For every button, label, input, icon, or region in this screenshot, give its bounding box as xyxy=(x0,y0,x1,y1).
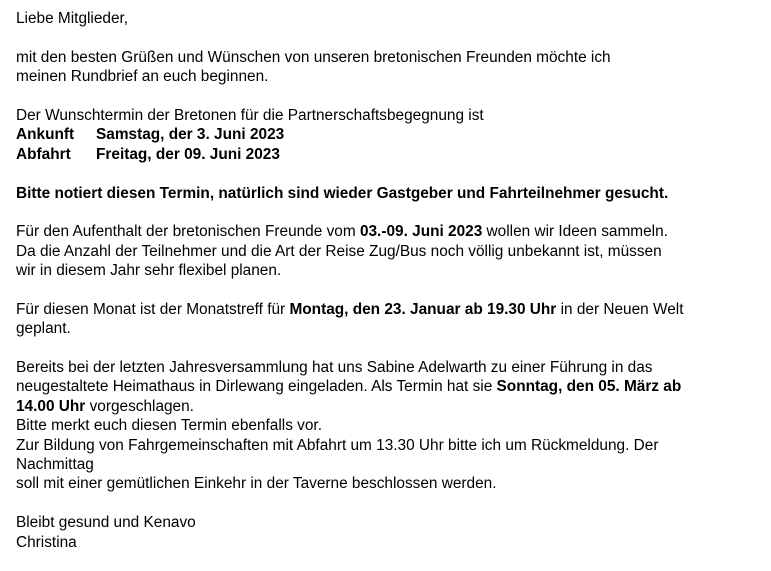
stay-line-3: wir in diesem Jahr sehr flexibel planen. xyxy=(16,262,282,280)
heimathaus-line-7: soll mit einer gemütlichen Einkehr in der Taverne beschlossen werden. xyxy=(16,475,497,493)
paragraph-spacer xyxy=(16,164,761,183)
monthly-line-1-pre: Für diesen Monat ist der Monatstreff für xyxy=(16,300,290,318)
paragraph-spacer xyxy=(16,203,761,222)
stay-line-1-post: wollen wir Ideen sammeln. xyxy=(482,223,668,241)
stay-dates: 03.-09. Juni 2023 xyxy=(359,223,483,241)
departure-label: Abfahrt xyxy=(16,145,71,163)
departure-row xyxy=(16,145,761,164)
paragraph-spacer xyxy=(16,494,761,513)
arrival-date: Samstag, der 3. Juni 2023 xyxy=(96,126,285,144)
stay-line-2: Da die Anzahl der Teilnehmer und die Art der Reise Zug/Bus noch völlig unbekannt ist, müssen xyxy=(16,242,662,260)
intro-line-1: mit den besten Grüßen und Wünschen von unseren bretonischen Freunden möchte ich xyxy=(16,48,611,66)
heimathaus-line-3 xyxy=(16,397,761,416)
heimathaus-time: 14.00 Uhr xyxy=(16,397,86,415)
arrival-row xyxy=(16,125,761,144)
greeting: Liebe Mitglieder, xyxy=(16,10,129,27)
departure-date: Freitag, der 09. Juni 2023 xyxy=(96,145,280,163)
monthly-line-1 xyxy=(16,300,761,319)
paragraph-spacer xyxy=(16,28,761,47)
heimathaus-date: Sonntag, den 05. März ab xyxy=(496,378,682,396)
letter-document xyxy=(16,9,761,552)
closing-line: Bleibt gesund und Kenavo xyxy=(16,514,196,532)
heimathaus-line-4: Bitte merkt euch diesen Termin ebenfalls vor. xyxy=(16,417,322,435)
intro-line-2: meinen Rundbrief an euch beginnen. xyxy=(16,68,269,86)
heimathaus-line-2-pre: neugestaltete Heimathaus in Dirlewang eingeladen. Als Termin hat sie xyxy=(16,378,497,396)
monthly-meeting-date: Montag, den 23. Januar ab 19.30 Uhr xyxy=(289,300,557,318)
heimathaus-line-6: Nachmittag xyxy=(16,455,94,473)
heimathaus-line-5: Zur Bildung von Fahrgemeinschaften mit Abfahrt um 13.30 Uhr bitte ich um Rückmeldung. Der xyxy=(16,436,659,454)
notice-text: Bitte notiert diesen Termin, natürlich sind wieder Gastgeber und Fahrteilnehmer gesucht. xyxy=(16,184,669,202)
heimathaus-line-2 xyxy=(16,377,761,396)
paragraph-spacer xyxy=(16,339,761,358)
wunschtermin-line: Der Wunschtermin der Bretonen für die Partnerschaftsbegegnung ist xyxy=(16,106,484,124)
stay-line-1 xyxy=(16,222,761,241)
paragraph-spacer xyxy=(16,87,761,106)
notice-line xyxy=(16,184,761,203)
stay-line-1-pre: Für den Aufenthalt der bretonischen Freunde vom xyxy=(16,223,360,241)
arrival-label: Ankunft xyxy=(16,126,75,144)
paragraph-spacer xyxy=(16,280,761,299)
heimathaus-line-1: Bereits bei der letzten Jahresversammlung hat uns Sabine Adelwarth zu einer Führung in das xyxy=(16,359,653,377)
monthly-line-2: geplant. xyxy=(16,320,71,338)
heimathaus-line-3-post: vorgeschlagen. xyxy=(85,397,194,415)
signature: Christina xyxy=(16,533,77,551)
monthly-line-1-post: in der Neuen Welt xyxy=(556,300,684,318)
